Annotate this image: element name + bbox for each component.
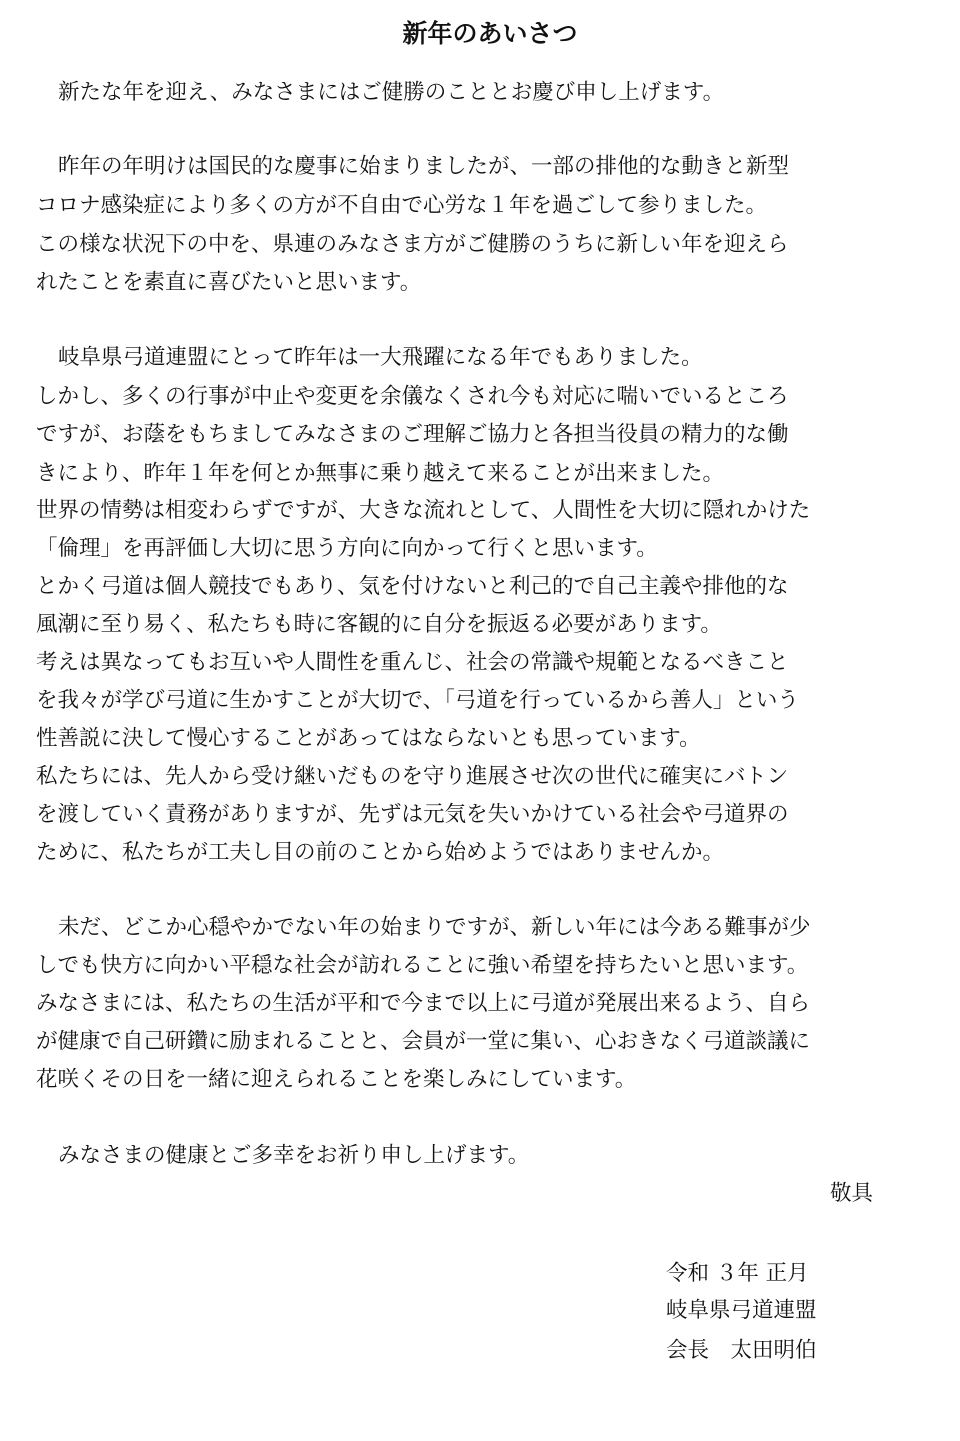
paragraph-3-line-6: 「倫理」を再評価し大切に思う方向に向かって行くと思います。 (36, 536, 658, 561)
paragraph-4-line-2: しでも快方に向かい平穏な社会が訪れることに強い希望を持ちたいと思います。 (36, 953, 809, 978)
paragraph-3-line-7: とかく弓道は個人競技でもあり、気を付けないと利己的で自己主義や排他的な (36, 574, 789, 599)
signature-date: 令和 ３年 正月 (666, 1261, 809, 1286)
signature-author: 会長 太田明伯 (666, 1338, 817, 1363)
paragraph-3-line-12: 私たちには、先人から受け継いだものを守り進展させ次の世代に確実にバトン (36, 764, 789, 789)
paragraph-4-line-5: 花咲くその日を一緒に迎えられることを楽しみにしています。 (36, 1067, 637, 1092)
paragraph-3-line-10: を我々が学び弓道に生かすことが大切で、「弓道を行っているから善人」という (36, 688, 799, 713)
paragraph-3-line-5: 世界の情勢は相変わらずですが、大きな流れとして、人間性を大切に隠れかけた (36, 498, 811, 523)
paragraph-2-line-1: 昨年の年明けは国民的な慶事に始まりましたが、一部の排他的な動きと新型 (58, 154, 790, 179)
paragraph-2-line-3: この様な状況下の中を、県連のみなさま方がご健勝のうちに新しい年を迎えら (36, 232, 789, 257)
paragraph-1-line-1: 新たな年を迎え、みなさまにはご健勝のこととお慶び申し上げます。 (58, 80, 725, 105)
paragraph-3-line-14: ために、私たちが工夫し目の前のことから始めようではありませんか。 (36, 840, 725, 865)
paragraph-4-line-4: が健康で自己研鑽に励まれることと、会員が一堂に集い、心おきなく弓道談議に (36, 1029, 811, 1054)
paragraph-5-line-1: みなさまの健康とご多幸をお祈り申し上げます。 (58, 1143, 530, 1168)
paragraph-4-line-1: 未だ、どこか心穏やかでない年の始まりですが、新しい年には今ある難事が少 (58, 915, 811, 940)
paragraph-3-line-9: 考えは異なってもお互いや人間性を重んじ、社会の常識や規範となるべきこと (36, 650, 789, 675)
paragraph-4-line-3: みなさまには、私たちの生活が平和で今まで以上に弓道が発展出来るよう、自ら (36, 991, 811, 1016)
signature-organization: 岐阜県弓道連盟 (666, 1298, 817, 1323)
paragraph-3-line-1: 岐阜県弓道連盟にとって昨年は一大飛躍になる年でもありました。 (58, 345, 703, 370)
letter-title: 新年のあいさつ (402, 19, 578, 48)
paragraph-3-line-13: を渡していく責務がありますが、先ずは元気を失いかけている社会や弓道界の (36, 802, 789, 827)
paragraph-3-line-2: しかし、多くの行事が中止や変更を余儀なくされ今も対応に喘いでいるところ (36, 384, 789, 409)
closing-word: 敬具 (830, 1181, 874, 1206)
paragraph-3-line-8: 風潮に至り易く、私たちも時に客観的に自分を振返る必要があります。 (36, 612, 722, 637)
paragraph-3-line-3: ですが、お蔭をもちましてみなさまのご理解ご協力と各担当役員の精力的な働 (36, 422, 789, 447)
paragraph-2-line-4: れたことを素直に喜びたいと思います。 (36, 270, 422, 295)
paragraph-3-line-11: 性善説に決して慢心することがあってはならないとも思っています。 (36, 726, 701, 751)
paragraph-2-line-2: コロナ感染症により多くの方が不自由で心労な１年を過ごして参りました。 (36, 193, 768, 218)
paragraph-3-line-4: きにより、昨年１年を何とか無事に乗り越えて来ることが出来ました。 (36, 461, 725, 486)
